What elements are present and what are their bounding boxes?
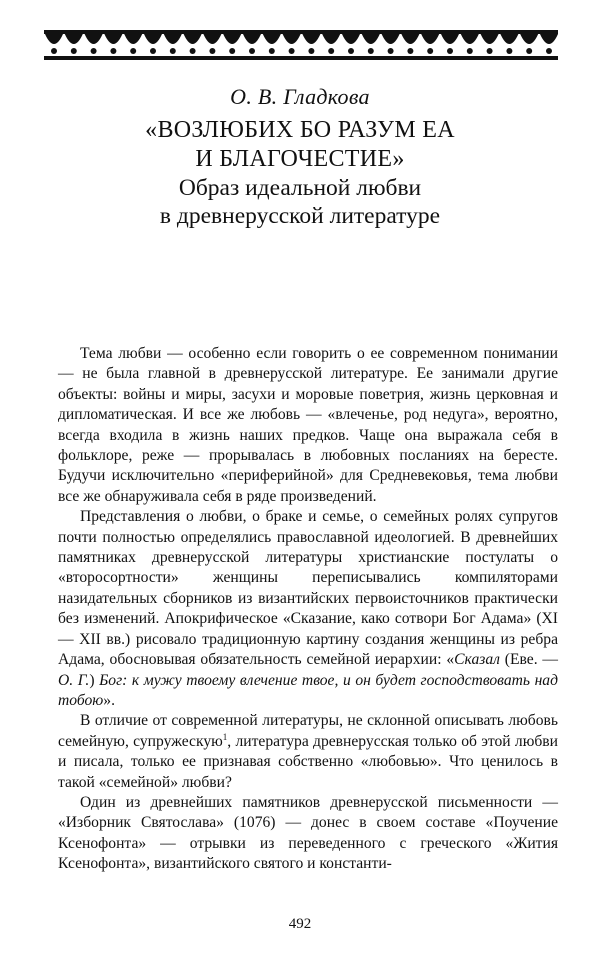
paragraph-3 bbox=[58, 711, 558, 793]
border-bead bbox=[328, 48, 334, 54]
border-bead bbox=[308, 48, 314, 54]
border-bead bbox=[487, 48, 493, 54]
border-scallop bbox=[421, 34, 439, 44]
paragraph-2 bbox=[58, 507, 558, 711]
border-scallop bbox=[85, 34, 103, 44]
border-scallop bbox=[401, 34, 419, 44]
footnote-marker[interactable]: 1 bbox=[222, 731, 228, 742]
subtitle-line-2: в древнерусской литературе bbox=[159, 203, 441, 229]
border-scallop bbox=[540, 34, 558, 44]
paragraph-2-text: Представления о любви, о браке и семье, о семейных ролях супругов почти полностью определялись православной идеологией. В древнейших памятниках древнерусской литературы христианские постулаты о «второсортности» женщины переписывались компиляторами назидательных сборников из византийских первоисточников практически без изменений. Апокрифическое «Сказание, како сотвори Бог Адама» (XI — XII вв.) рисовало традиционную картину создания женщины из ребра Адама, обосновывая обязательность семейной иерархии: « bbox=[58, 508, 558, 669]
page-number: 492 bbox=[288, 916, 312, 932]
border-scallop bbox=[184, 34, 202, 44]
border-scallop bbox=[263, 34, 281, 44]
border-scallop bbox=[65, 34, 83, 44]
border-scallop bbox=[481, 34, 499, 44]
border-bead bbox=[427, 48, 433, 54]
border-scallop bbox=[124, 34, 142, 44]
border-scallop bbox=[283, 34, 301, 44]
border-scallop bbox=[223, 34, 241, 44]
border-bead bbox=[526, 48, 532, 54]
border-bead bbox=[229, 48, 235, 54]
title-line-1: «ВОЗЛЮБИХ БО РАЗУМ ЕА bbox=[145, 117, 455, 143]
article-title bbox=[0, 116, 600, 174]
border-bead bbox=[467, 48, 473, 54]
paragraph-2-aside: (Еве. — bbox=[499, 651, 559, 669]
border-scallop bbox=[342, 34, 360, 44]
border-bead bbox=[368, 48, 374, 54]
paragraph-3-text-start: В отличие от современной литературы, не склонной описывать любовь семейную, супружескую bbox=[58, 712, 558, 750]
border-scallop bbox=[461, 34, 479, 44]
border-scallop bbox=[164, 34, 182, 44]
border-bead bbox=[110, 48, 116, 54]
border-scallop bbox=[45, 34, 63, 44]
article-subtitle bbox=[0, 174, 600, 230]
paragraph-4: Один из древнейших памятников древнерусской письменности — «Изборник Святослава» (1076) — донес в своем составе «Поучение Ксенофонта» — отрывки из переведенного с греческого «Жития Ксенофонта», византийского святого и константи- bbox=[58, 793, 558, 873]
border-bead bbox=[289, 48, 295, 54]
border-bead bbox=[150, 48, 156, 54]
author-initials: О. Г. bbox=[58, 671, 90, 689]
scripture-quote: Бог: к мужу твоему влечение твое, и он будет господствовать над тобою bbox=[58, 671, 558, 709]
border-bead bbox=[269, 48, 275, 54]
border-bead bbox=[447, 48, 453, 54]
article-header bbox=[0, 84, 600, 230]
border-scallop bbox=[362, 34, 380, 44]
border-scallop bbox=[500, 34, 518, 44]
border-scallop bbox=[203, 34, 221, 44]
border-scallop bbox=[104, 34, 122, 44]
border-scallop bbox=[382, 34, 400, 44]
title-line-2: И БЛАГОЧЕСТИЕ» bbox=[195, 146, 405, 172]
quote-said: Сказал bbox=[454, 651, 500, 669]
border-scallop bbox=[243, 34, 261, 44]
border-scallop bbox=[144, 34, 162, 44]
border-scallop bbox=[520, 34, 538, 44]
border-bead bbox=[546, 48, 552, 54]
border-bead bbox=[209, 48, 215, 54]
border-bead bbox=[249, 48, 255, 54]
border-bead bbox=[388, 48, 394, 54]
border-scallop bbox=[322, 34, 340, 44]
ornamental-border-band bbox=[44, 28, 558, 62]
border-bead bbox=[130, 48, 136, 54]
border-bead bbox=[407, 48, 413, 54]
subtitle-line-1: Образ идеальной любви bbox=[178, 175, 422, 201]
author-name: О. В. Гладкова bbox=[230, 84, 370, 109]
border-bead bbox=[51, 48, 57, 54]
paragraph-1: Тема любви — особенно если говорить о ее современном понимании — не была главной в древнерусской литературе. Ее занимали другие объекты: войны и миры, засухи и моровые поветрия, жизнь церковная и дипломатическая. И все же любовь — «влеченье, род недуга», вероятно, всегда входила в жизнь наших предков. Чаще она выражала себя в фольклоре, реже — прорывалась в любовных посланиях на бересте. Будучи исключительно «периферийной» для Средневековья, тема любви все же обнаруживала себя в ряде произведений. bbox=[58, 345, 558, 505]
border-bead bbox=[506, 48, 512, 54]
paragraph-2-end: ». bbox=[103, 691, 115, 709]
paragraph-2-aside-close: ) bbox=[89, 671, 100, 689]
border-bead bbox=[348, 48, 354, 54]
body-text bbox=[58, 344, 558, 875]
border-bead bbox=[170, 48, 176, 54]
border-bead bbox=[91, 48, 97, 54]
border-scallop bbox=[302, 34, 320, 44]
border-bead bbox=[190, 48, 196, 54]
border-bead bbox=[71, 48, 77, 54]
paragraph-3-text-end: , литература древнерусская только об этой любви и писала, только ее признавая собственно «любовью». Что ценилось в такой «семейной» любви? bbox=[58, 732, 558, 791]
border-scallop bbox=[441, 34, 459, 44]
